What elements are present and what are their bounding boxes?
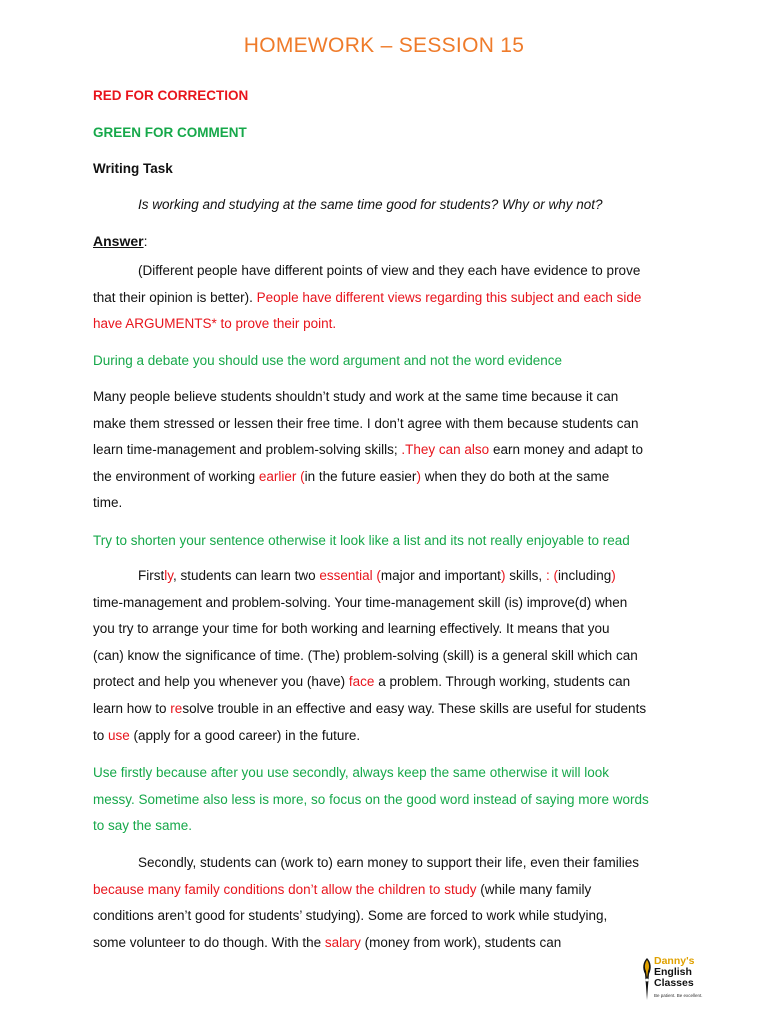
p2-correction: ) xyxy=(416,468,421,484)
p3-text: to xyxy=(93,727,109,743)
legend-green: GREEN FOR COMMENT xyxy=(93,125,247,140)
p3-correction: face xyxy=(348,674,375,690)
logo-line-1: Danny's xyxy=(654,955,695,967)
p3-correction: ) xyxy=(500,568,506,583)
p1-line-2 xyxy=(93,285,675,312)
p3-text: including xyxy=(557,568,612,583)
paragraph-4 xyxy=(93,850,675,956)
task-heading: Writing Task xyxy=(93,161,173,176)
p2-line-3 xyxy=(93,437,675,464)
comment-1: During a debate you should use the word argument and not the word evidence xyxy=(93,353,563,368)
question: Is working and studying at the same time good for students? Why or why not? xyxy=(138,197,603,212)
pen-nib-icon xyxy=(640,956,654,1002)
p3-line-3: you try to arrange your time for both working and learning effectively. It means that you xyxy=(93,621,610,637)
p2-text: in the future easier xyxy=(304,468,417,484)
p3-correction: ly xyxy=(164,568,173,583)
comment-3 xyxy=(93,760,675,840)
p2-text: the environment of working xyxy=(93,468,259,484)
p4-correction: salary xyxy=(324,934,361,950)
p4-line-2 xyxy=(93,877,675,904)
p3-text: , students can learn two xyxy=(173,568,320,583)
c3-line-1: Use firstly because after you use secondly, always keep the same otherwise it will look xyxy=(93,765,609,780)
c3-line-3: to say the same. xyxy=(93,818,193,834)
p2-text: learn time-management and problem-solving skills; xyxy=(93,442,402,458)
p4-text: some volunteer to do though. With the xyxy=(93,934,325,950)
logo-line-2: English xyxy=(654,966,692,978)
p3-text: (apply for a good career) in the future. xyxy=(129,727,361,743)
p3-line-6 xyxy=(93,696,675,723)
p3-correction: ) xyxy=(611,568,616,583)
p1-line-3: have ARGUMENTS* to prove their point. xyxy=(93,316,337,332)
dannys-english-classes-logo xyxy=(640,956,726,1004)
p2-text: when they do both at the same xyxy=(420,468,610,484)
p3-line-5 xyxy=(93,669,675,696)
legend-red: RED FOR CORRECTION xyxy=(93,88,249,103)
p4-line-1: Secondly, students can (work to) earn money to support their life, even their families xyxy=(138,855,639,870)
p3-correction: : ( xyxy=(545,568,558,583)
p3-line-1 xyxy=(93,563,675,590)
p3-correction: essential ( xyxy=(319,568,381,583)
p3-text: protect and help you whenever you (have) xyxy=(93,674,349,690)
p1-correction: People have different views regarding this subject and each side xyxy=(256,289,642,305)
p3-text: First xyxy=(138,568,165,583)
p1-text: that their opinion is better). xyxy=(93,289,257,305)
p3-text: learn how to xyxy=(93,700,171,716)
logo-tagline: Be patient. Be excellent. xyxy=(654,993,703,998)
p3-text: major and important xyxy=(380,568,501,583)
c3-line-2: messy. Sometime also less is more, so focus on the good word instead of saying more words xyxy=(93,791,649,807)
p2-line-1: Many people believe students shouldn’t study and work at the same time because it can xyxy=(93,389,619,404)
paragraph-1 xyxy=(93,258,675,338)
paragraph-2 xyxy=(93,384,675,517)
p3-text: skills, xyxy=(505,568,546,583)
p1-line-1: (Different people have different points of view and they each have evidence to prove xyxy=(138,263,641,278)
p2-line-4 xyxy=(93,464,675,491)
logo-line-3: Classes xyxy=(654,977,694,989)
p2-correction: .They can also xyxy=(401,442,490,458)
p4-line-3: conditions aren’t good for students’ studying). Some are forced to work while studying, xyxy=(93,908,608,924)
page-title: HOMEWORK – SESSION 15 xyxy=(243,34,525,57)
comment-2: Try to shorten your sentence otherwise it look like a list and its not really enjoyable to read xyxy=(93,533,630,548)
p3-correction: re xyxy=(170,700,183,716)
p3-line-7 xyxy=(93,723,675,750)
p3-text: solve trouble in an effective and easy way. These skills are useful for students xyxy=(182,700,647,716)
p4-line-4 xyxy=(93,930,675,957)
p4-text: (while many family xyxy=(476,881,592,897)
p4-correction: because many family conditions don’t allow the children to study xyxy=(93,881,477,897)
p3-text: a problem. Through working, students can xyxy=(374,674,631,690)
p2-text: earn money and adapt to xyxy=(489,442,644,458)
p2-line-5: time. xyxy=(93,495,123,511)
p3-correction: use xyxy=(108,727,130,743)
paragraph-3 xyxy=(93,563,675,749)
p2-correction: earlier ( xyxy=(258,468,305,484)
logo-text xyxy=(654,956,694,989)
p3-line-2: time-management and problem-solving. Your time-management skill (is) improve(d) when xyxy=(93,594,628,610)
answer-colon: : xyxy=(143,233,148,249)
answer-label-text: Answer xyxy=(93,233,144,249)
p3-line-4: (can) know the significance of time. (The) problem-solving (skill) is a general skill which can xyxy=(93,647,638,663)
answer-label xyxy=(93,233,147,249)
p4-text: (money from work), students can xyxy=(360,934,562,950)
p2-line-2: make them stressed or lessen their free time. I don’t agree with them because students can xyxy=(93,415,639,431)
